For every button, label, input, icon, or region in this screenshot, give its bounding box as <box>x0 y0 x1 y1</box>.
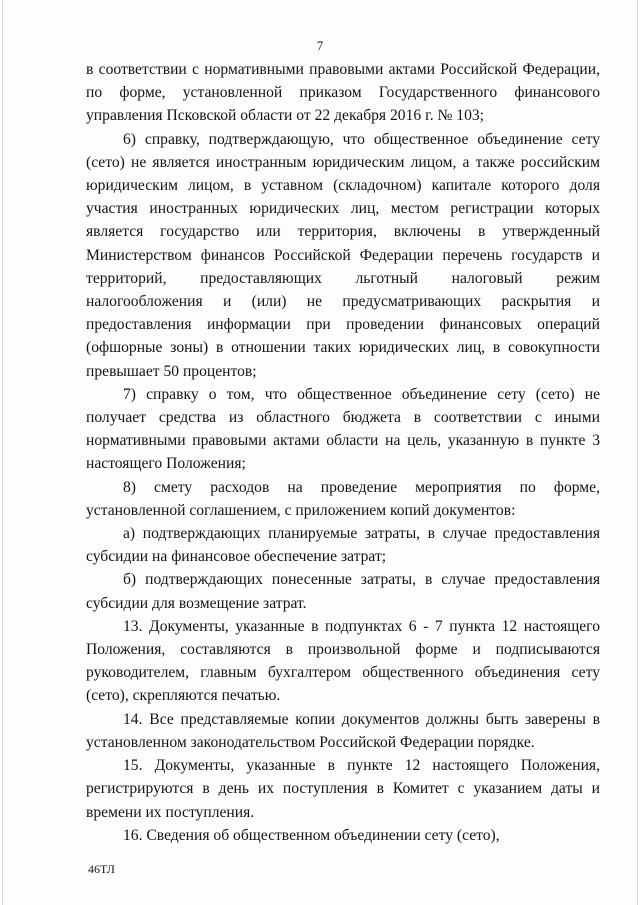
paragraph-subitem-b: б) подтверждающих понесенные затраты, в случае предоставления субсидии для возмещение затрат. <box>86 571 600 612</box>
paragraph-section-15: 15. Документы, указанные в пункте 12 настоящего Положения, регистрируются в день их поступления в Комитет с указанием даты и времени их поступления. <box>86 757 600 821</box>
footer-code: 46ТЛ <box>88 862 115 876</box>
scan-left-edge <box>2 0 3 905</box>
document-body <box>86 58 600 847</box>
page-number: 7 <box>316 38 324 53</box>
paragraph-continuation: в соответствии с нормативными правовыми актами Российской Федерации, по форме, установленной приказом Государственного финансового управления Псковской области от 22 декабря 2016 г. № 103; <box>86 61 600 125</box>
paragraph-section-16: 16. Сведения об общественном объединении сету (сето), <box>123 826 500 844</box>
paragraph-item-8: 8) смету расходов на проведение мероприятия по форме, установленной соглашением, с приложением копий документов: <box>86 478 600 519</box>
scan-right-edge <box>637 0 638 905</box>
paragraph-subitem-a: а) подтверждающих планируемые затраты, в случае предоставления субсидии на финансовое обеспечение затрат; <box>86 525 600 566</box>
paragraph-section-14: 14. Все представляемые копии документов должны быть заверены в установленном законодательством Российской Федерации порядке. <box>86 710 600 751</box>
paragraph-section-13: 13. Документы, указанные в подпунктах 6 - 7 пункта 12 настоящего Положения, составляются в произвольной форме и подписываются руководителем, главным бухгалтером общественного объединения сету (сето), скрепляются печатью. <box>86 617 600 705</box>
paragraph-item-7: 7) справку о том, что общественное объединение сету (сето) не получает средства из областного бюджета в соответствии с иными нормативными правовыми актами области на цель, указанную в пункте 3 настоящего Положения; <box>86 385 600 473</box>
paragraph-item-6: 6) справку, подтверждающую, что общественное объединение сету (сето) не является иностранным юридическим лицом, а также российским юридическим лицом, в уставном (складочном) капитале которого доля участия иностранных юридических лиц, местом регистрации которых является государство или территория, включены в утвержденный Министерством финансов Российской Федерации перечень государств и территорий, предоставляющих льготный налоговый режим налогообложения и (или) не предусматривающих раскрытия и предоставления информации при проведении финансовых операций (офшорные зоны) в отношении таких юридических лиц, в совокупности превышает 50 процентов; <box>86 130 600 380</box>
